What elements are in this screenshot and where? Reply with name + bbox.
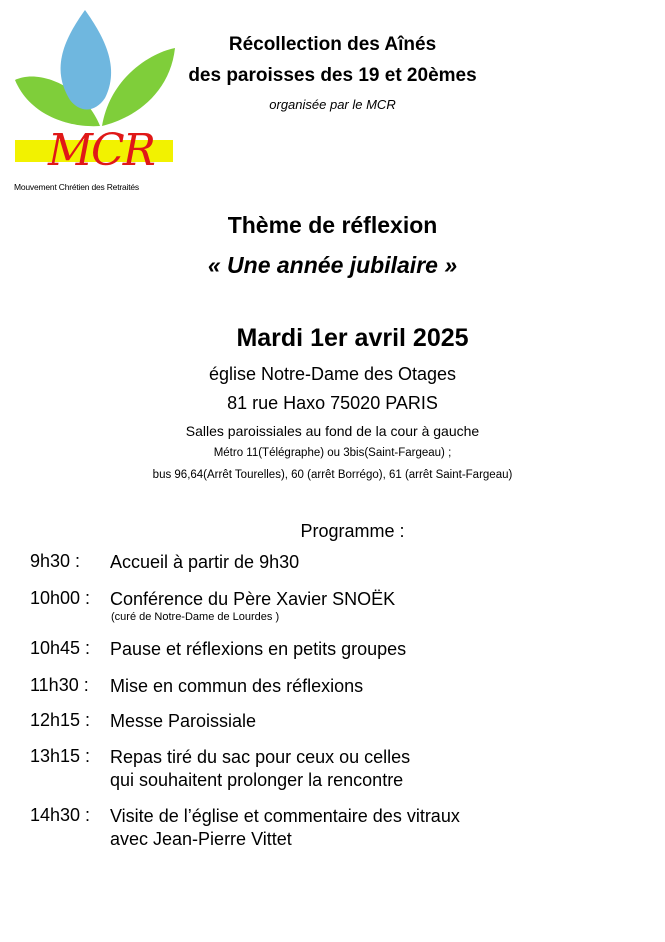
logo-right-leaf	[102, 48, 175, 126]
program-note: (curé de Notre-Dame de Lourdes )	[111, 611, 280, 623]
event-date: Mardi 1er avril 2025	[236, 324, 469, 352]
logo-text: MCR	[48, 125, 154, 176]
program-description: Messe Paroissiale	[110, 711, 257, 731]
program-description: Conférence du Père Xavier SNOËK	[110, 589, 396, 609]
program-description: Visite de l’église et commentaire des vitraux	[110, 806, 460, 826]
program-time: 11h30 :	[30, 675, 89, 695]
theme-title: « Une année jubilaire »	[207, 252, 458, 278]
program-description: Pause et réflexions en petits groupes	[110, 639, 407, 659]
event-church: église Notre-Dame des Otages	[208, 364, 457, 384]
program-description: Repas tiré du sac pour ceux ou celles	[110, 747, 411, 767]
program-description-continued: qui souhaitent prolonger la rencontre	[110, 770, 404, 790]
event-bus: bus 96,64(Arrêt Tourelles), 60 (arrêt Borrégo), 61 (arrêt Saint-Fargeau)	[152, 469, 513, 481]
program-heading: Programme :	[300, 521, 405, 541]
header-title-line1: Récollection des Aînés	[228, 34, 437, 55]
logo-blue-leaf	[61, 10, 112, 110]
program-time: 13h15 :	[30, 746, 91, 766]
program-description: Mise en commun des réflexions	[110, 676, 364, 696]
header-title-line2: des paroisses des 19 et 20èmes	[188, 65, 477, 86]
event-metro: Métro 11(Télégraphe) ou 3bis(Saint-Fargeau) ;	[213, 447, 452, 459]
program-description-continued: avec Jean-Pierre Vittet	[110, 829, 292, 849]
program-time: 9h30 :	[30, 551, 81, 571]
theme-heading: Thème de réflexion	[227, 212, 438, 238]
program-time: 14h30 :	[30, 805, 91, 825]
program-time: 10h45 :	[30, 638, 91, 658]
logo-caption: Mouvement Chrétien des Retraités	[14, 182, 139, 192]
program-description: Accueil à partir de 9h30	[110, 552, 300, 572]
program-time: 10h00 :	[30, 588, 91, 608]
program-time: 12h15 :	[30, 710, 91, 730]
event-address: 81 rue Haxo 75020 PARIS	[227, 393, 438, 413]
header-organizer: organisée par le MCR	[269, 97, 396, 112]
event-rooms: Salles paroissiales au fond de la cour à gauche	[185, 423, 480, 439]
